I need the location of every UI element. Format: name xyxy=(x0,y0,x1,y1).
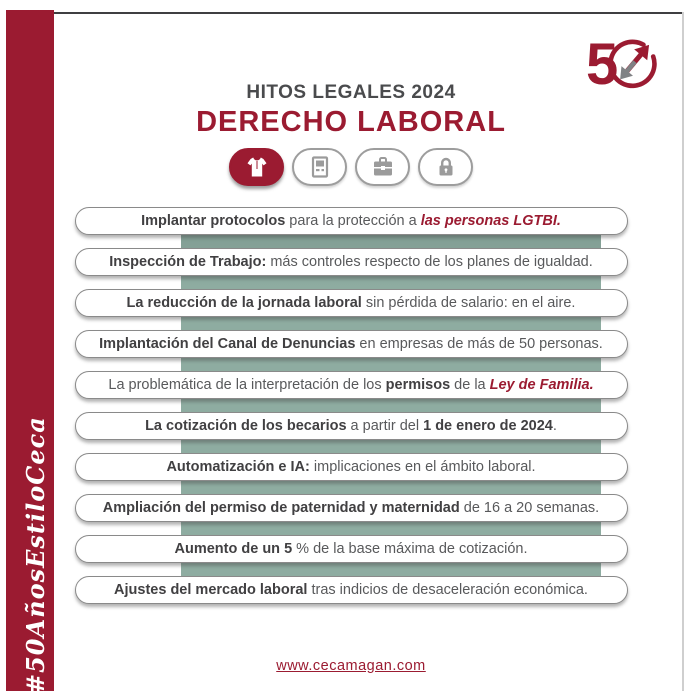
website-link[interactable]: www.cecamagan.com xyxy=(276,658,426,674)
milestone-text-segment: tras indicios de desaceleración económica. xyxy=(307,582,588,598)
milestone-text-segment: Aumento de un 5 xyxy=(174,541,293,557)
milestone-pill xyxy=(75,248,628,276)
page-subtitle: HITOS LEGALES 2024 xyxy=(246,82,456,103)
milestone-text-segment: más controles respecto de los planes de igualdad. xyxy=(266,254,593,270)
milestone-pill xyxy=(75,289,628,317)
tab-briefcase[interactable] xyxy=(355,148,410,186)
milestone-text-segment: Ampliación del permiso de paternidad y maternidad xyxy=(102,500,460,516)
logo-numeral: 5 xyxy=(586,32,619,97)
briefcase-icon xyxy=(371,155,395,179)
milestone-text-segment: La reducción de la jornada laboral xyxy=(126,295,362,311)
lock-icon xyxy=(434,155,458,179)
milestone-text-segment: 1 de enero de 2024 xyxy=(423,418,553,434)
milestone-pill xyxy=(75,412,628,440)
category-tabs xyxy=(54,147,648,187)
milestone-text-segment: La problemática de la interpretación de los xyxy=(108,377,386,393)
milestone-pill xyxy=(75,453,628,481)
tab-document[interactable] xyxy=(292,148,347,186)
page-title: DERECHO LABORAL xyxy=(196,106,506,138)
milestone-pill xyxy=(75,330,628,358)
milestone-text-segment: de 16 a 20 semanas. xyxy=(459,500,600,516)
milestone-text-segment: Automatización e IA: xyxy=(166,459,310,475)
milestone-text-segment: para la protección a xyxy=(285,213,421,229)
milestone-text-segment: a partir del xyxy=(346,418,424,434)
milestone-text-segment: las personas LGTBI. xyxy=(420,213,561,229)
milestone-pill xyxy=(75,535,628,563)
sidebar-hashtag: #50AñosEstiloCeca xyxy=(21,416,50,694)
milestone-text-segment: en empresas de más de 50 personas. xyxy=(355,336,603,352)
milestone-text-segment: Ley de Familia. xyxy=(489,377,594,393)
milestone-text-segment: Ajustes del mercado laboral xyxy=(114,582,308,598)
document-icon xyxy=(308,155,332,179)
milestone-text-segment: Inspección de Trabajo: xyxy=(109,254,267,270)
milestone-pill xyxy=(75,494,628,522)
milestone-text-segment: permisos xyxy=(385,377,451,393)
tab-tshirt[interactable] xyxy=(229,148,284,186)
milestone-list xyxy=(75,207,628,617)
milestone-text-segment: sin pérdida de salario: en el aire. xyxy=(361,295,576,311)
footer xyxy=(54,657,648,675)
content-area xyxy=(54,12,688,691)
milestone-text-segment: Implantación del Canal de Denuncias xyxy=(99,336,356,352)
tab-lock[interactable] xyxy=(418,148,473,186)
milestone-pill xyxy=(75,371,628,399)
tshirt-icon xyxy=(245,155,269,179)
milestone-text-segment: de la xyxy=(450,377,490,393)
milestone-text-segment: Implantar protocolos xyxy=(141,213,286,229)
sidebar xyxy=(6,10,54,694)
milestone-text-segment: . xyxy=(552,418,557,434)
milestone-text-segment: La cotización de los becarios xyxy=(145,418,347,434)
milestone-pill xyxy=(75,207,628,235)
milestone-text-segment: % de la base máxima de cotización. xyxy=(292,541,528,557)
milestone-text-segment: implicaciones en el ámbito laboral. xyxy=(309,459,536,475)
milestone-pill xyxy=(75,576,628,604)
